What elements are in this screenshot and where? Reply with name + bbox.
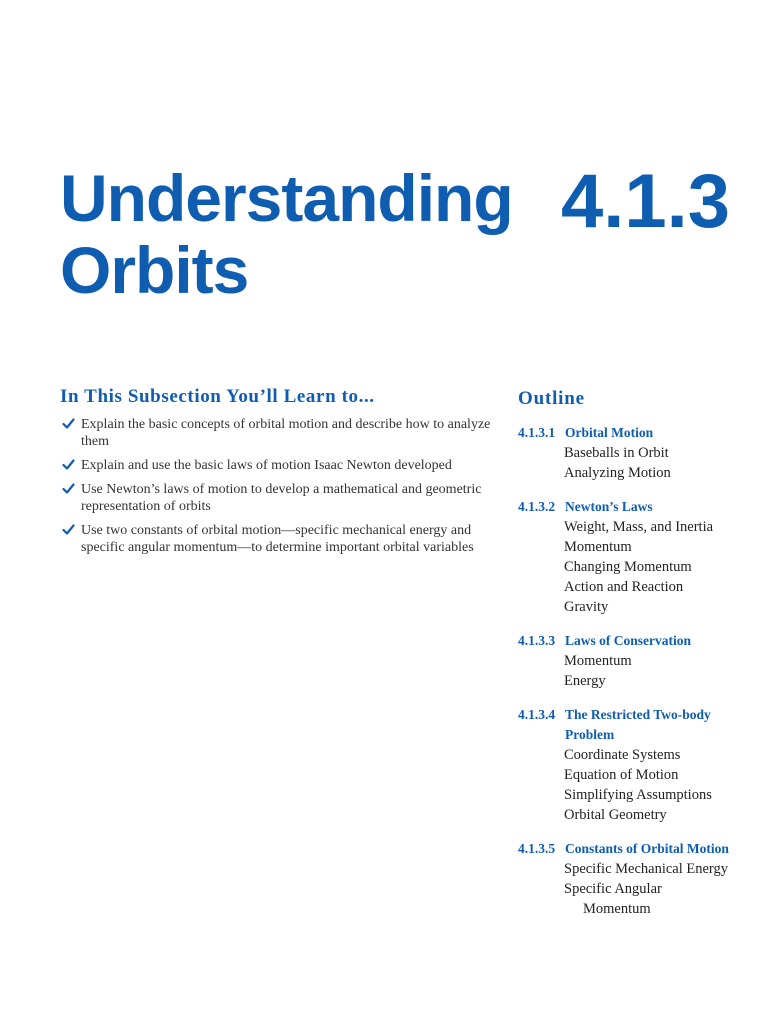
outline-section-header bbox=[518, 839, 758, 859]
outline-subitem: Coordinate Systems bbox=[564, 747, 681, 763]
outline-section-header bbox=[518, 631, 758, 651]
chapter-title-line-2: Orbits bbox=[60, 233, 249, 307]
outline-section-number: 4.1.3.1 bbox=[518, 425, 556, 440]
outline-section-title: Laws of Conservation bbox=[565, 633, 692, 648]
outline-subitem: Specific Mechanical Energy bbox=[564, 861, 728, 877]
outline-section-title: Orbital Motion bbox=[565, 425, 654, 440]
outline-section-number: 4.1.3.2 bbox=[518, 499, 556, 514]
learn-item bbox=[60, 416, 500, 450]
learn-item-text: Explain and use the basic laws of motion Isaac Newton developed bbox=[81, 458, 452, 473]
outline-subitem: Baseballs in Orbit bbox=[564, 445, 669, 461]
learn-item bbox=[60, 481, 500, 515]
outline-subitem: Equation of Motion bbox=[564, 767, 679, 783]
outline-subitem: Momentum bbox=[564, 539, 632, 555]
outline-subitem: Gravity bbox=[564, 599, 609, 615]
chapter-title bbox=[60, 162, 513, 306]
outline-section-title: Newton’s Laws bbox=[565, 499, 653, 514]
outline-subitem: Action and Reaction bbox=[564, 579, 684, 595]
checkmark-icon bbox=[62, 458, 75, 471]
outline-section-header bbox=[518, 497, 758, 517]
outline-subitem: Weight, Mass, and Inertia bbox=[564, 519, 714, 535]
outline-section bbox=[518, 423, 758, 483]
outline-section-header bbox=[518, 423, 758, 443]
learn-item-text: Use Newton’s laws of motion to develop a mathematical and geometric representation of orbits bbox=[81, 482, 482, 514]
outline-subitem: Momentum bbox=[564, 653, 632, 669]
learn-heading: In This Subsection You’ll Learn to... bbox=[60, 386, 375, 407]
outline-section bbox=[518, 705, 758, 825]
checkmark-icon bbox=[62, 482, 75, 495]
outline-subitem: Changing Momentum bbox=[564, 559, 692, 575]
outline-section-number: 4.1.3.3 bbox=[518, 633, 556, 648]
outline-heading: Outline bbox=[518, 388, 585, 409]
learn-item-text: Use two constants of orbital motion—specific mechanical energy and specific angular momentum—to determine important orbital variables bbox=[81, 523, 474, 555]
section-number: 4.1.3 bbox=[560, 159, 730, 244]
outline-section-header bbox=[518, 705, 758, 745]
outline-subitem: Energy bbox=[564, 673, 606, 689]
outline-subitem: Analyzing Motion bbox=[564, 465, 671, 481]
outline-section-number: 4.1.3.4 bbox=[518, 707, 556, 722]
outline-subitem: Simplifying Assumptions bbox=[564, 787, 712, 803]
outline-list bbox=[518, 423, 758, 933]
outline-subitem: Specific Angular bbox=[564, 881, 662, 897]
outline-section-number: 4.1.3.5 bbox=[518, 841, 556, 856]
checkmark-icon bbox=[62, 417, 75, 430]
outline-section bbox=[518, 631, 758, 691]
learn-item-text: Explain the basic concepts of orbital motion and describe how to analyze them bbox=[81, 417, 491, 449]
learn-item bbox=[60, 522, 500, 556]
outline-subitem: Momentum bbox=[583, 901, 651, 917]
outline-section bbox=[518, 497, 758, 617]
chapter-title-line-1: Understanding bbox=[60, 161, 513, 235]
learn-list bbox=[60, 416, 500, 563]
checkmark-icon bbox=[62, 523, 75, 536]
learn-item bbox=[60, 457, 500, 474]
outline-section-title: The Restricted Two-body Problem bbox=[565, 707, 711, 742]
outline-section bbox=[518, 839, 758, 919]
outline-subitem: Orbital Geometry bbox=[564, 807, 667, 823]
outline-section-title: Constants of Orbital Motion bbox=[565, 841, 729, 856]
